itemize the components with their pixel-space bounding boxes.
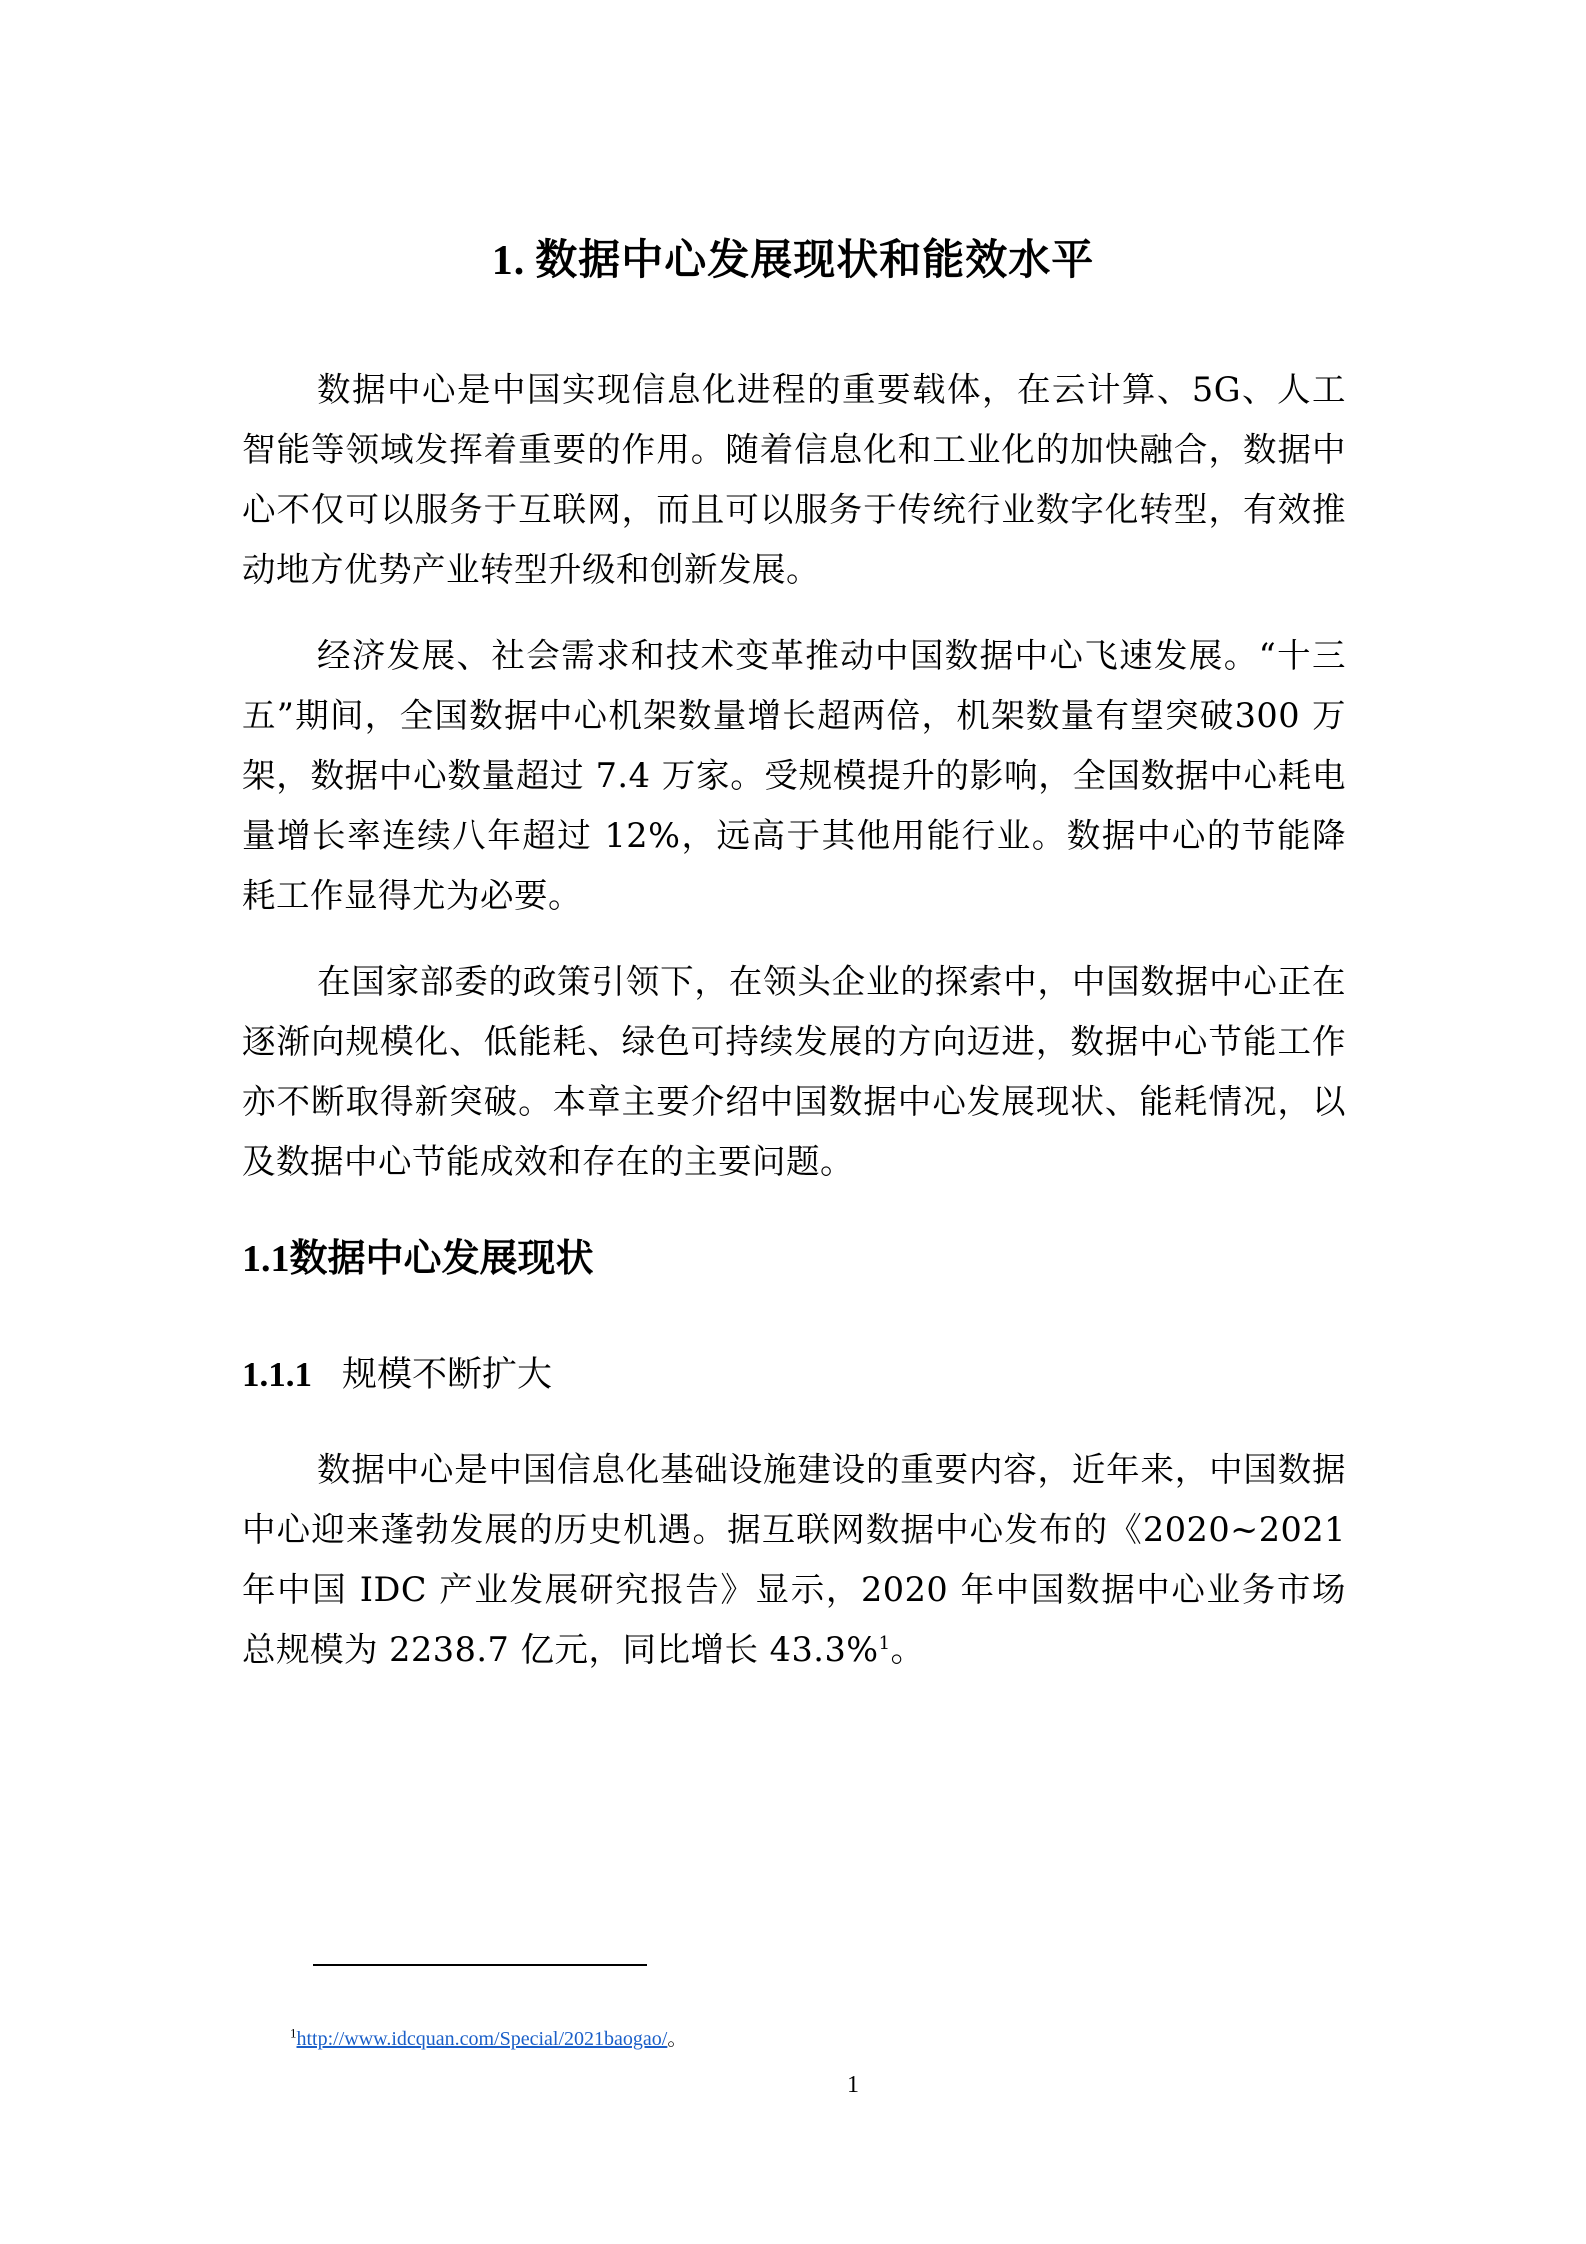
paragraph-4 — [242, 1440, 1346, 1680]
page-number: 1 — [847, 2072, 859, 2098]
subsection-heading — [242, 1352, 552, 1398]
paragraph-text: 在国家部委的政策引领下，在领头企业的探索中，中国数据中心正在逐渐向规模化、低能耗、绿色可持续发展的方向迈进，数据中心节能工作亦不断取得新突破。本章主要介绍中国数据中心发展现状、能耗情况，以及数据中心节能成效和存在的主要问题。 — [242, 962, 1346, 1181]
chapter-title — [0, 232, 1586, 289]
paragraph-2 — [242, 626, 1346, 926]
footnote-link[interactable]: http://www.idcquan.com/Special/2021baogao/ — [296, 2028, 668, 2050]
paragraph-body: 数据中心是中国信息化基础设施建设的重要内容，近年来，中国数据中心迎来蓬勃发展的历史机遇。据互联网数据中心发布的《2020~2021 年中国 IDC 产业发展研究报告》显示，2020 年中国数据中心业务市场总规模为 2238.7 亿元，同比增长 43.3% — [242, 1450, 1346, 1669]
chapter-title-text: 数据中心发展现状和能效水平 — [535, 235, 1095, 284]
paragraph-text: 数据中心是中国实现信息化进程的重要载体，在云计算、5G、人工智能等领域发挥着重要的作用。随着信息化和工业化的加快融合，数据中心不仅可以服务于互联网，而且可以服务于传统行业数字化转型，有效推动地方优势产业转型升级和创新发展。 — [242, 370, 1346, 589]
footnote — [290, 2024, 687, 2054]
footnote-reference[interactable]: 1 — [878, 1632, 891, 1654]
footnote-divider — [313, 1964, 647, 1966]
section-heading — [242, 1233, 594, 1284]
chapter-number: 1. — [491, 238, 526, 284]
subsection-number: 1.1.1 — [242, 1355, 312, 1394]
paragraph-trailing: 。 — [890, 1630, 925, 1669]
footnote-trailing: 。 — [667, 2028, 688, 2050]
footnote-number: 1 — [290, 2025, 297, 2041]
paragraph-3 — [242, 952, 1346, 1192]
section-title: 数据中心发展现状 — [289, 1236, 594, 1280]
paragraph-1 — [242, 360, 1346, 600]
subsection-title: 规模不断扩大 — [342, 1355, 553, 1395]
section-number: 1.1 — [242, 1238, 290, 1280]
paragraph-text: 经济发展、社会需求和技术变革推动中国数据中心飞速发展。“十三五”期间，全国数据中心机架数量增长超两倍，机架数量有望突破300 万架，数据中心数量超过 7.4 万家。受规模提升的影响，全国数据中心耗电量增长率连续八年超过 12%，远高于其他用能行业。数据中心的节能降耗工作显得尤为必要。 — [242, 636, 1346, 915]
paragraph-text — [242, 1440, 1346, 1680]
